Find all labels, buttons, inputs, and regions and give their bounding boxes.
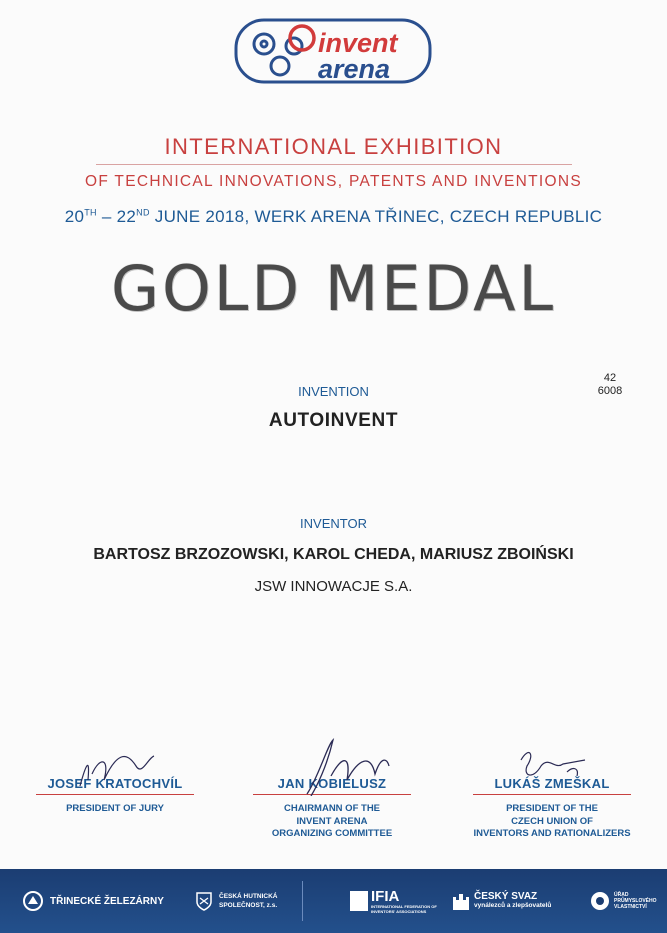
date-end-suffix: ND [136,207,150,218]
date-venue: JUNE 2018, WERK ARENA TŘINEC, CZECH REPUBLIC [149,207,603,226]
sponsor-footer [0,869,667,933]
signer-role-2-line-1: CHAIRMANN OF THE [283,803,381,814]
sponsor-upv [590,869,657,933]
inventor-label: INVENTOR [300,516,367,531]
signature-block-union [467,776,637,841]
ifia-label: IFIA [371,887,400,905]
hutnicka-crest-icon [194,890,214,912]
signature-scrawl-2 [247,736,417,796]
logo-word-arena: arena [318,54,391,84]
signature-block-jury [30,776,200,816]
signer-role-3-line-2: CZECH UNION OF [511,815,593,827]
sponsor-ceska-hutnicka [194,869,278,933]
date-start-suffix: TH [84,207,97,218]
upv-line-1: ÚŘAD [614,892,629,898]
signer-role-2-line-3: ORGANIZING COMMITTEE [271,828,393,839]
signer-name-2: JAN KOBIELUSZ [277,776,387,791]
footer-divider-1 [302,881,303,921]
sponsor-trinecke-label: TŘINECKÉ ŽELEZÁRNY [50,895,164,907]
code-line-2: 6008 [597,385,623,397]
exhibition-subtitle: OF TECHNICAL INNOVATIONS, PATENTS AND INVENTIONS [84,173,583,190]
signature-block-chairman [247,776,417,841]
date-end: – 22 [96,207,137,226]
sponsor-ifia [350,869,439,933]
svaz-castle-icon [452,891,470,911]
signer-role-1: PRESIDENT OF JURY [66,803,164,814]
inventor-names: BARTOSZ BRZOZOWSKI, KAROL CHEDA, MARIUSZ ZBOIŃSKI [93,546,574,563]
code-line-1: 42 [603,372,617,384]
hutnicka-line-2: SPOLEČNOST, z.s. [219,902,278,909]
svaz-line-2: vynálezců a zlepšovatelů [474,902,552,909]
exhibition-title: INTERNATIONAL EXHIBITION [164,134,503,159]
event-dates-venue [0,207,667,227]
award-title: GOLD MEDAL [110,252,557,325]
sponsor-cesky-svaz [452,869,551,933]
signer-name-1: JOSEF KRATOCHVÍL [47,776,183,791]
company-name: JSW INNOWACJE S.A. [254,578,413,595]
upv-logo-icon [590,891,610,911]
signature-scrawl-3 [467,736,637,796]
trinecke-logo-icon [22,890,44,912]
invention-name: AUTOINVENT [268,410,399,431]
title-divider [96,164,572,165]
sponsor-trinecke [22,869,164,933]
invent-arena-logo [234,16,432,92]
ifia-sub: INTERNATIONAL FEDERATION OF INVENTORS' ASSOCIATIONS [371,903,437,914]
signer-role-3-line-1: PRESIDENT OF THE [506,803,598,814]
upv-line-3: VLASTNICTVÍ [614,904,647,910]
signer-role-2-line-2: INVENT ARENA [296,815,368,827]
svaz-line-1: ČESKÝ SVAZ [474,891,538,902]
signer-role-3-line-3: INVENTORS AND RATIONALIZERS [473,828,631,839]
upv-line-2: PRŮMYSLOVÉHO [614,898,657,904]
reference-code [586,372,634,398]
invention-label: INVENTION [298,384,369,399]
hutnicka-line-1: ČESKÁ HUTNICKÁ [219,893,278,900]
logo-word-invent: invent [318,28,398,58]
signer-name-3: LUKÁŠ ZMEŠKAL [494,776,610,791]
signature-scrawl-1 [30,736,200,796]
ifia-logo-icon [350,891,368,911]
date-start: 20 [64,207,85,226]
